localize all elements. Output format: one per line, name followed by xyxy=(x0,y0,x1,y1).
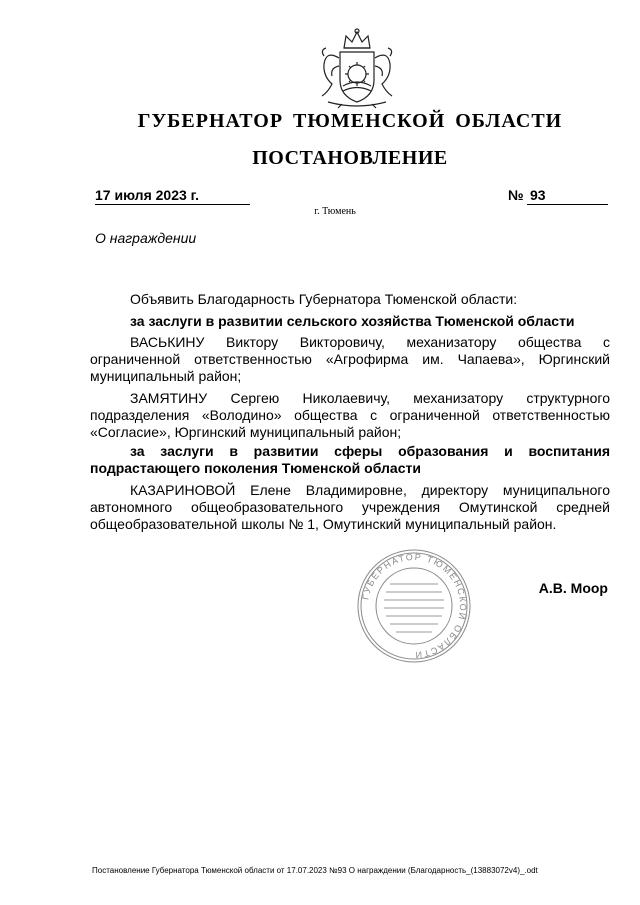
award-paragraph: ВАСЬКИНУ Виктору Викторовичу, механизатору общества с ограниченной ответственностью «Агрофирма им. Чапаева», Юргинский муниципальный район; xyxy=(90,334,610,384)
document-subject: О награждении xyxy=(95,230,197,246)
award-paragraph: ЗАМЯТИНУ Сергею Николаевичу, механизатору структурного подразделения «Володино» общества с ограниченной ответственностью «Согласие», Юргинский муниципальный район; xyxy=(90,390,610,440)
section-title-education: за заслуги в развитии сферы образования и воспитания подрастающего поколения Тюменской области xyxy=(90,443,610,476)
document-number-sign: № xyxy=(508,187,524,203)
official-stamp-icon xyxy=(356,548,472,664)
document-footer: Постановление Губернатора Тюменской области от 17.07.2023 №93 О награждении (Благодарность_(13883072v4)_.odt xyxy=(92,866,538,875)
document-type: ПОСТАНОВЛЕНИЕ xyxy=(252,147,448,169)
document-number: 93 xyxy=(527,187,608,205)
stamp-ring-text: ГУБЕРНАТОР ТЮМЕНСКОЙ ОБЛАСТИ xyxy=(360,551,469,661)
section-title-agriculture: за заслуги в развитии сельского хозяйства Тюменской области xyxy=(130,313,575,329)
intro-paragraph: Объявить Благодарность Губернатора Тюменской области: xyxy=(130,291,518,307)
signatory-name: А.В. Моор xyxy=(538,580,608,596)
award-paragraph: КАЗАРИНОВОЙ Елене Владимировне, директору муниципального автономного общеобразовательного учреждения Омутинской средней общеобразовательной школы № 1, Омутинский муниципальный район. xyxy=(90,482,610,532)
document-city: г. Тюмень xyxy=(314,206,356,217)
document-date: 17 июля 2023 г. xyxy=(95,187,250,205)
coat-of-arms-icon xyxy=(312,26,402,110)
governor-title: ГУБЕРНАТОР ТЮМЕНСКОЙ ОБЛАСТИ xyxy=(137,110,563,132)
